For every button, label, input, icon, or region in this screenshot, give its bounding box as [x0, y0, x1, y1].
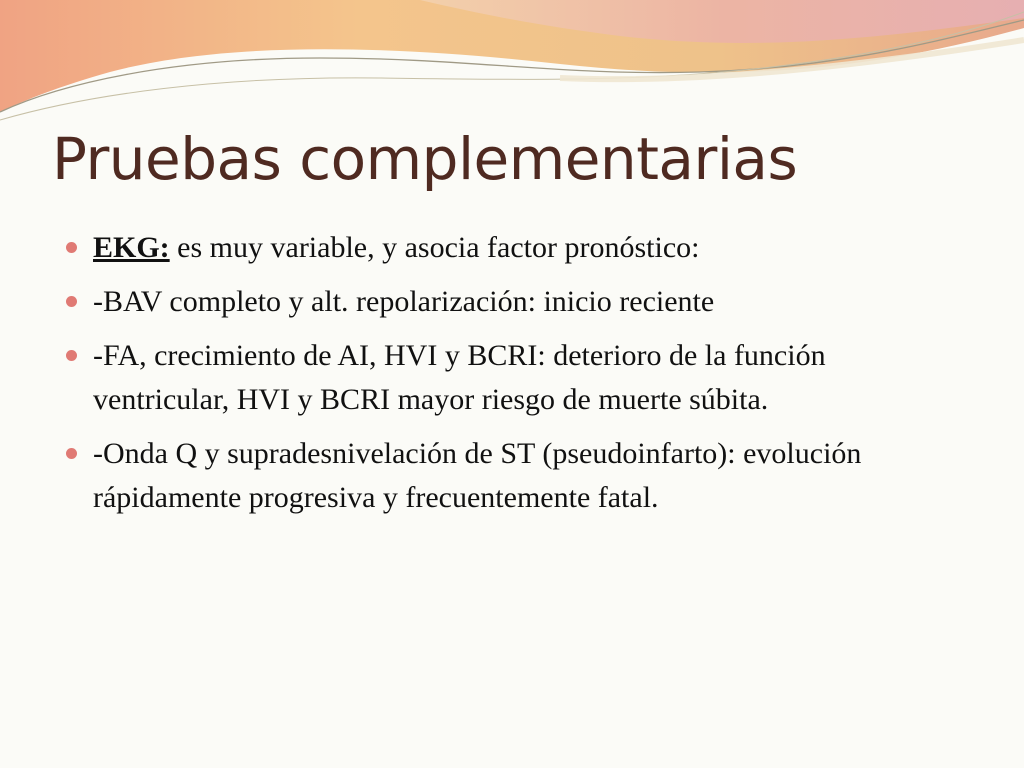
bullet-text: -BAV completo y alt. repolarización: inicio reciente — [93, 285, 715, 318]
bullet-dot-icon — [66, 448, 77, 459]
bullet-text: -Onda Q y supradesnivelación de ST (pseudoinfarto): evolución rápidamente progresiva y frecuentemente fatal. — [93, 437, 862, 514]
bullet-item-ekg — [62, 226, 962, 270]
slide-title: Pruebas complementarias — [52, 125, 798, 193]
bullet-dot-icon — [66, 350, 77, 361]
decorative-wave-header — [0, 0, 1024, 140]
bullet-dot-icon — [66, 242, 77, 253]
bullet-item-fa — [62, 334, 962, 422]
bullet-list — [62, 226, 962, 530]
bullet-text: es muy variable, y asocia factor pronóstico: — [169, 231, 700, 264]
bullet-dot-icon — [66, 296, 77, 307]
bullet-item-onda-q — [62, 432, 962, 520]
bullet-text: -FA, crecimiento de AI, HVI y BCRI: deterioro de la función ventricular, HVI y BCRI mayor riesgo de muerte súbita. — [93, 339, 826, 416]
ekg-label: EKG: — [93, 231, 170, 264]
bullet-item-bav — [62, 280, 962, 324]
